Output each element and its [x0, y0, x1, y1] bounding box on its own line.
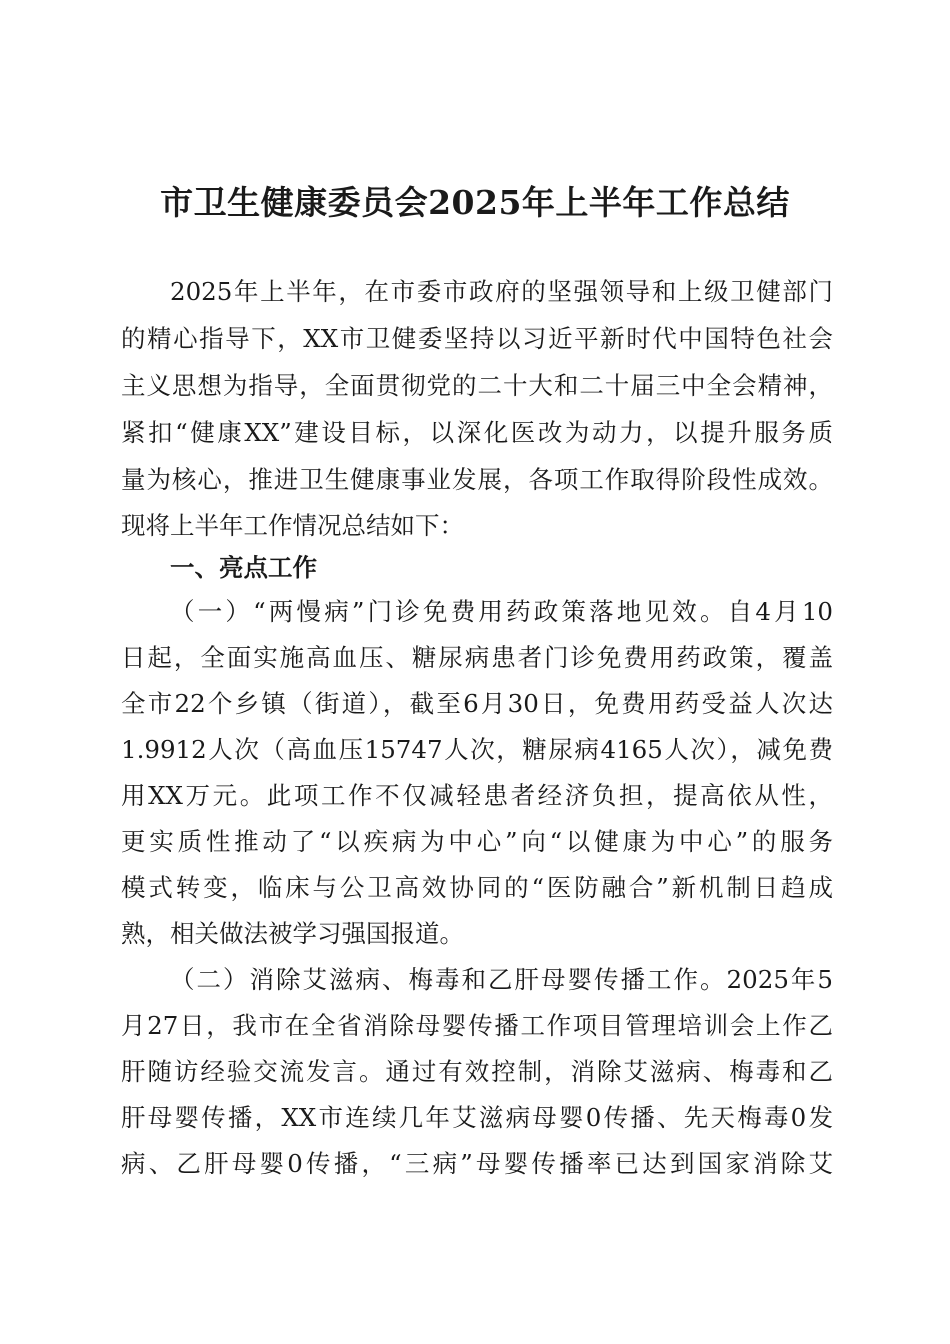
item2-line: 月27日，我市在全省消除母婴传播工作项目管理培训会上作乙 — [121, 1011, 833, 1040]
item1-line: 日起，全面实施高血压、糖尿病患者门诊免费用药政策，覆盖 — [121, 643, 833, 672]
section-heading: 一、亮点工作 — [170, 553, 317, 582]
intro-line: 紧扣“健康XX”建设目标，以深化医改为动力，以提升服务质 — [121, 418, 833, 447]
document-title: 市卫生健康委员会2025年上半年工作总结 — [160, 183, 790, 222]
item1-line: 熟，相关做法被学习强国报道。 — [121, 919, 464, 948]
item2-line: （二）消除艾滋病、梅毒和乙肝母婴传播工作。2025年5 — [170, 965, 833, 994]
intro-line: 量为核心，推进卫生健康事业发展，各项工作取得阶段性成效。 — [121, 465, 833, 494]
item1-line: 更实质性推动了“以疾病为中心”向“以健康为中心”的服务 — [121, 827, 833, 856]
item2-line: 肝随访经验交流发言。通过有效控制，消除艾滋病、梅毒和乙 — [121, 1057, 833, 1086]
item1-line: 全市22个乡镇（街道），截至6月30日，免费用药受益人次达 — [121, 689, 833, 718]
intro-line: 的精心指导下，XX市卫健委坚持以习近平新时代中国特色社会 — [121, 324, 833, 353]
item1-line: （一）“两慢病”门诊免费用药政策落地见效。自4月10 — [170, 597, 833, 626]
item1-line: 模式转变，临床与公卫高效协同的“医防融合”新机制日趋成 — [121, 873, 833, 902]
intro-line: 现将上半年工作情况总结如下： — [121, 511, 464, 540]
item1-line: 1.9912人次（高血压15747人次，糖尿病4165人次），减免费 — [121, 735, 833, 764]
item2-line: 病、乙肝母婴0传播，“三病”母婴传播率已达到国家消除艾 — [121, 1149, 833, 1178]
intro-line: 2025年上半年，在市委市政府的坚强领导和上级卫健部门 — [170, 277, 833, 306]
item2-line: 肝母婴传播，XX市连续几年艾滋病母婴0传播、先天梅毒0发 — [121, 1103, 833, 1132]
item1-line: 用XX万元。此项工作不仅减轻患者经济负担，提高依从性， — [121, 781, 833, 810]
intro-line: 主义思想为指导，全面贯彻党的二十大和二十届三中全会精神， — [121, 371, 833, 400]
